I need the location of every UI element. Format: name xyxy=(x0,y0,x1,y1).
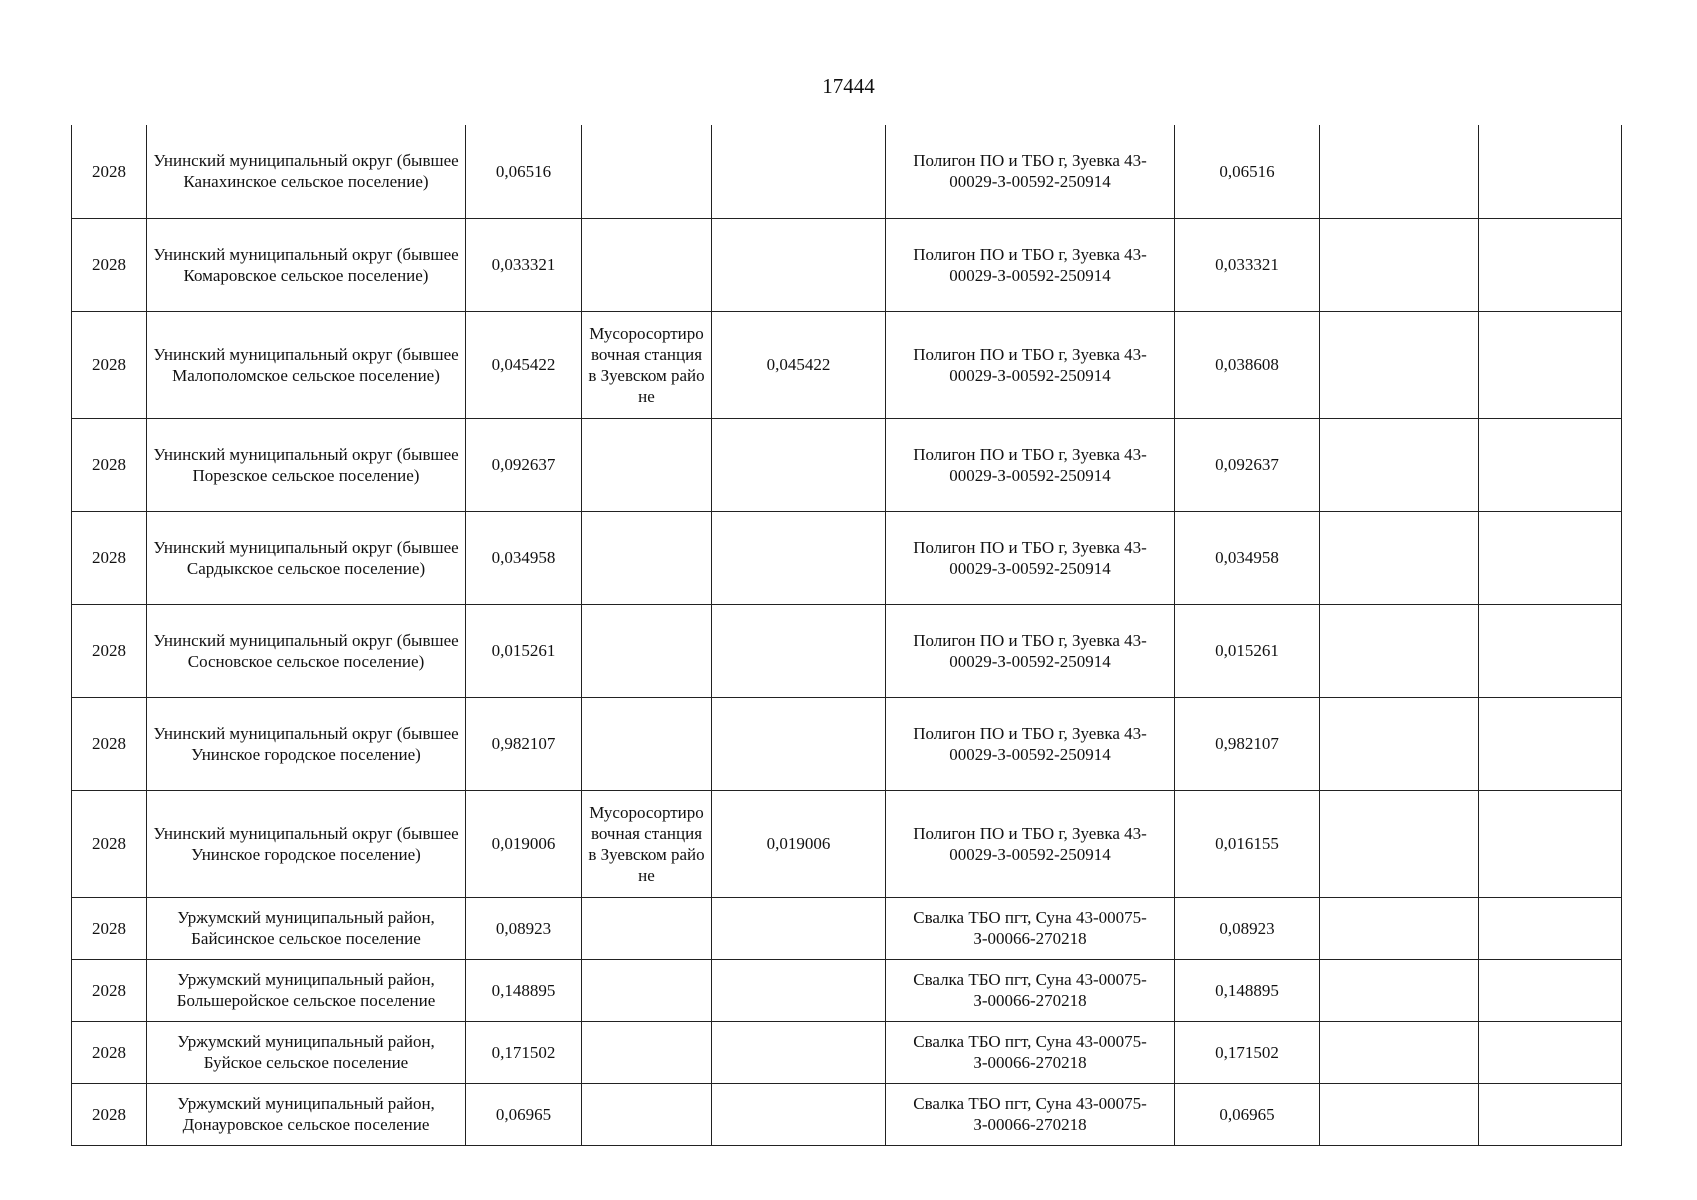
amount-cell: 0,982107 xyxy=(466,697,582,790)
empty-cell xyxy=(1479,1083,1622,1145)
facility-cell xyxy=(582,604,712,697)
amount-cell: 0,171502 xyxy=(466,1021,582,1083)
year-cell: 2028 xyxy=(72,1021,147,1083)
facility-cell xyxy=(582,1021,712,1083)
table-row xyxy=(72,697,1622,790)
empty-cell xyxy=(1320,1021,1479,1083)
disposal-site-cell: Свалка ТБО пгт, Суна 43-00075-З-00066-270218 xyxy=(886,897,1175,959)
facility-amount-cell xyxy=(712,897,886,959)
disposal-site-cell: Полигон ПО и ТБО г, Зуевка 43-00029-З-00592-250914 xyxy=(886,511,1175,604)
disposal-site-cell: Свалка ТБО пгт, Суна 43-00075-З-00066-270218 xyxy=(886,959,1175,1021)
empty-cell xyxy=(1320,790,1479,897)
year-cell: 2028 xyxy=(72,604,147,697)
disposal-site-cell: Полигон ПО и ТБО г, Зуевка 43-00029-З-00592-250914 xyxy=(886,218,1175,311)
municipality-cell: Унинский муниципальный округ (бывшее Канахинское сельское поселение) xyxy=(147,125,466,218)
disposal-site-cell: Полигон ПО и ТБО г, Зуевка 43-00029-З-00592-250914 xyxy=(886,418,1175,511)
empty-cell xyxy=(1320,897,1479,959)
year-cell: 2028 xyxy=(72,897,147,959)
disposal-site-cell: Свалка ТБО пгт, Суна 43-00075-З-00066-270218 xyxy=(886,1083,1175,1145)
facility-amount-cell xyxy=(712,511,886,604)
disposal-amount-cell: 0,038608 xyxy=(1175,311,1320,418)
facility-cell xyxy=(582,511,712,604)
empty-cell xyxy=(1479,697,1622,790)
table-row xyxy=(72,511,1622,604)
empty-cell xyxy=(1479,959,1622,1021)
empty-cell xyxy=(1479,604,1622,697)
municipality-cell: Унинский муниципальный округ (бывшее Сосновское сельское поселение) xyxy=(147,604,466,697)
facility-amount-cell xyxy=(712,697,886,790)
facility-cell xyxy=(582,418,712,511)
disposal-site-cell: Полигон ПО и ТБО г, Зуевка 43-00029-З-00592-250914 xyxy=(886,790,1175,897)
empty-cell xyxy=(1320,959,1479,1021)
facility-cell xyxy=(582,125,712,218)
table-row xyxy=(72,218,1622,311)
amount-cell: 0,092637 xyxy=(466,418,582,511)
empty-cell xyxy=(1320,1083,1479,1145)
facility-amount-cell xyxy=(712,1021,886,1083)
empty-cell xyxy=(1479,125,1622,218)
empty-cell xyxy=(1320,697,1479,790)
year-cell: 2028 xyxy=(72,790,147,897)
empty-cell xyxy=(1479,311,1622,418)
municipality-cell: Унинский муниципальный округ (бывшее Унинское городское поселение) xyxy=(147,790,466,897)
empty-cell xyxy=(1479,1021,1622,1083)
amount-cell: 0,08923 xyxy=(466,897,582,959)
municipality-cell: Унинский муниципальный округ (бывшее Комаровское сельское поселение) xyxy=(147,218,466,311)
empty-cell xyxy=(1320,418,1479,511)
table-row xyxy=(72,125,1622,218)
empty-cell xyxy=(1479,511,1622,604)
facility-cell xyxy=(582,1083,712,1145)
table-row xyxy=(72,1021,1622,1083)
facility-amount-cell xyxy=(712,1083,886,1145)
empty-cell xyxy=(1479,218,1622,311)
disposal-amount-cell: 0,016155 xyxy=(1175,790,1320,897)
municipality-cell: Уржумский муниципальный район, Буйское сельское поселение xyxy=(147,1021,466,1083)
amount-cell: 0,034958 xyxy=(466,511,582,604)
amount-cell: 0,033321 xyxy=(466,218,582,311)
facility-amount-cell xyxy=(712,218,886,311)
facility-cell xyxy=(582,218,712,311)
municipality-cell: Уржумский муниципальный район, Байсинское сельское поселение xyxy=(147,897,466,959)
facility-cell xyxy=(582,897,712,959)
disposal-amount-cell: 0,06965 xyxy=(1175,1083,1320,1145)
year-cell: 2028 xyxy=(72,125,147,218)
municipality-cell: Уржумский муниципальный район, Донауровское сельское поселение xyxy=(147,1083,466,1145)
disposal-amount-cell: 0,034958 xyxy=(1175,511,1320,604)
disposal-site-cell: Полигон ПО и ТБО г, Зуевка 43-00029-З-00592-250914 xyxy=(886,604,1175,697)
facility-cell: Мусоросортировочная станция в Зуевском районе xyxy=(582,790,712,897)
amount-cell: 0,148895 xyxy=(466,959,582,1021)
table-row xyxy=(72,418,1622,511)
empty-cell xyxy=(1479,418,1622,511)
empty-cell xyxy=(1479,790,1622,897)
municipality-cell: Унинский муниципальный округ (бывшее Унинское городское поселение) xyxy=(147,697,466,790)
disposal-amount-cell: 0,015261 xyxy=(1175,604,1320,697)
empty-cell xyxy=(1320,218,1479,311)
municipality-cell: Унинский муниципальный округ (бывшее Сардыкское сельское поселение) xyxy=(147,511,466,604)
facility-amount-cell: 0,045422 xyxy=(712,311,886,418)
empty-cell xyxy=(1479,897,1622,959)
facility-cell xyxy=(582,959,712,1021)
table-row xyxy=(72,311,1622,418)
disposal-site-cell: Полигон ПО и ТБО г, Зуевка 43-00029-З-00592-250914 xyxy=(886,311,1175,418)
facility-amount-cell xyxy=(712,125,886,218)
disposal-amount-cell: 0,982107 xyxy=(1175,697,1320,790)
data-table xyxy=(71,125,1622,1146)
facility-amount-cell: 0,019006 xyxy=(712,790,886,897)
disposal-amount-cell: 0,092637 xyxy=(1175,418,1320,511)
disposal-amount-cell: 0,06516 xyxy=(1175,125,1320,218)
facility-amount-cell xyxy=(712,604,886,697)
disposal-site-cell: Полигон ПО и ТБО г, Зуевка 43-00029-З-00592-250914 xyxy=(886,697,1175,790)
disposal-amount-cell: 0,148895 xyxy=(1175,959,1320,1021)
year-cell: 2028 xyxy=(72,697,147,790)
table-row xyxy=(72,959,1622,1021)
page-number: 17444 xyxy=(822,74,875,98)
year-cell: 2028 xyxy=(72,959,147,1021)
table-row xyxy=(72,790,1622,897)
empty-cell xyxy=(1320,311,1479,418)
year-cell: 2028 xyxy=(72,418,147,511)
disposal-amount-cell: 0,033321 xyxy=(1175,218,1320,311)
table-row xyxy=(72,1083,1622,1145)
table-row xyxy=(72,604,1622,697)
disposal-site-cell: Полигон ПО и ТБО г, Зуевка 43-00029-З-00592-250914 xyxy=(886,125,1175,218)
amount-cell: 0,06965 xyxy=(466,1083,582,1145)
year-cell: 2028 xyxy=(72,1083,147,1145)
empty-cell xyxy=(1320,604,1479,697)
amount-cell: 0,019006 xyxy=(466,790,582,897)
disposal-site-cell: Свалка ТБО пгт, Суна 43-00075-З-00066-270218 xyxy=(886,1021,1175,1083)
facility-cell xyxy=(582,697,712,790)
amount-cell: 0,045422 xyxy=(466,311,582,418)
empty-cell xyxy=(1320,125,1479,218)
year-cell: 2028 xyxy=(72,218,147,311)
disposal-amount-cell: 0,08923 xyxy=(1175,897,1320,959)
municipality-cell: Унинский муниципальный округ (бывшее Малополомское сельское поселение) xyxy=(147,311,466,418)
year-cell: 2028 xyxy=(72,511,147,604)
disposal-amount-cell: 0,171502 xyxy=(1175,1021,1320,1083)
amount-cell: 0,015261 xyxy=(466,604,582,697)
empty-cell xyxy=(1320,511,1479,604)
facility-cell: Мусоросортировочная станция в Зуевском районе xyxy=(582,311,712,418)
facility-amount-cell xyxy=(712,959,886,1021)
year-cell: 2028 xyxy=(72,311,147,418)
municipality-cell: Унинский муниципальный округ (бывшее Порезское сельское поселение) xyxy=(147,418,466,511)
facility-amount-cell xyxy=(712,418,886,511)
amount-cell: 0,06516 xyxy=(466,125,582,218)
municipality-cell: Уржумский муниципальный район, Большеройское сельское поселение xyxy=(147,959,466,1021)
table-row xyxy=(72,897,1622,959)
